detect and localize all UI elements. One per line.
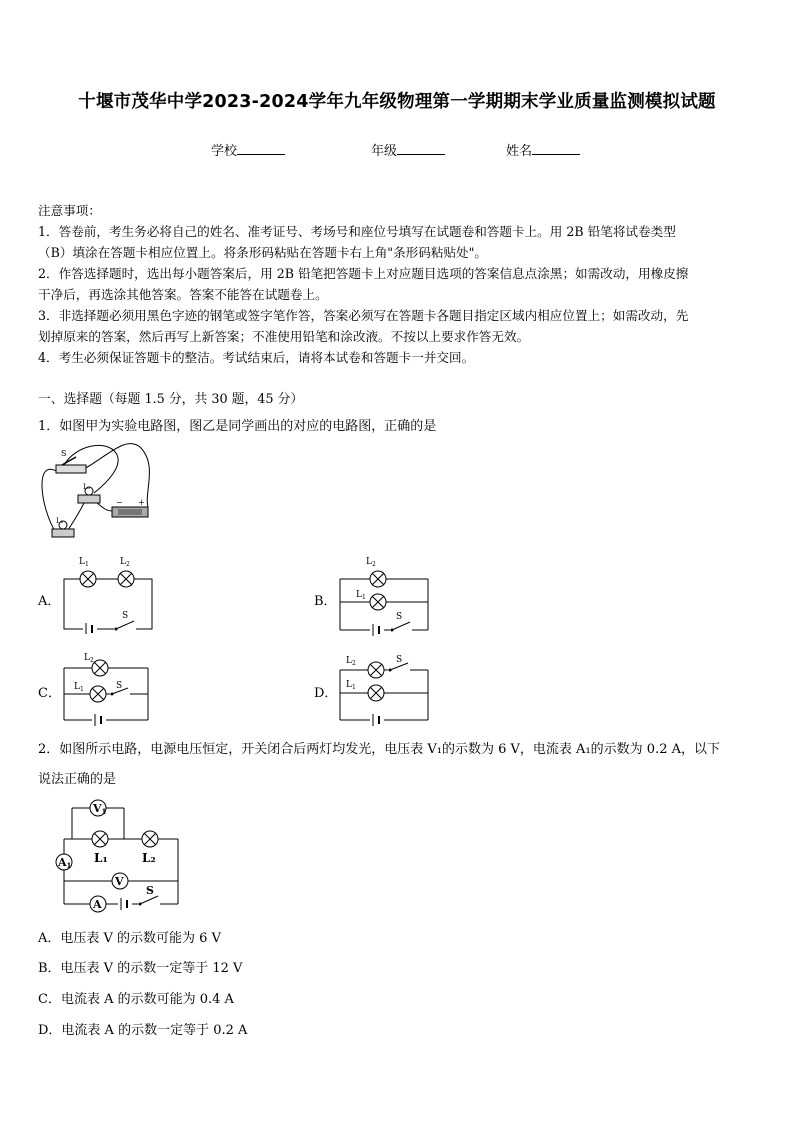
svg-text:L₂: L₂ [142,851,156,865]
name-field: 姓名 [506,140,580,159]
switch-label: S [61,449,67,458]
svg-text:S: S [146,884,154,897]
svg-text:L₁: L₁ [94,851,108,865]
svg-text:L1: $L_1$ [74,682,84,693]
bulb2-base [52,529,74,537]
q1-option-d: D． [314,686,338,701]
note-2a: 2．作答选择题时，选出每小题答案后，用 2B 铅笔把答题卡上对应题目选项的答案信息点涂黑；如需改动，用橡皮擦 [38,266,689,281]
q1-circuit-b [334,552,434,636]
q1-option-a: A． [38,594,61,609]
note-1a: 1．答卷前，考生务必将自己的姓名、准考证号、考场号和座位号填写在试题卷和答题卡上。用 2B 铅笔将试卷类型 [38,224,676,239]
bulb1-label: L₁ [83,483,91,491]
bulb1-base [78,495,100,503]
svg-text:A: A [93,898,102,911]
bulb2-label: L₂ [56,517,64,525]
note-3b: 划掉原来的答案，然后再写上新答案；不准使用铅笔和涂改液。不按以上要求作答无效。 [38,329,530,344]
page-title: 十堰市茂华中学2023-2024学年九年级物理第一学期期末学业质量监测模拟试题 [78,92,716,112]
svg-text:−: − [116,498,123,507]
svg-text:V1: V1 [93,802,107,816]
q2-stem-line1: 2．如图所示电路，电源电压恒定，开关闭合后两灯均发光，电压表 V₁的示数为 6 V，电流表 A₁的示数为 0.2 A，以下 [38,742,720,757]
q2-option-a: A．电压表 V 的示数可能为 6 V [38,931,221,946]
section-heading: 一、选择题（每题 1.5 分，共 30 题，45 分） [38,392,304,407]
q1-option-c: C． [38,686,61,701]
svg-text:A1: A1 [58,856,72,870]
switch-base [56,465,86,473]
note-4: 4．考生必须保证答题卡的整洁。考试结束后，请将本试卷和答题卡一并交回。 [38,350,475,365]
q2-stem-line2: 说法正确的是 [38,772,117,787]
svg-text:L2: $L_2$ [366,557,376,568]
svg-text:L1: $L_1$ [79,557,89,568]
q1-option-b: B． [314,594,337,609]
svg-text:L1: $L_1$ [346,680,356,691]
q2-circuit [50,796,184,918]
q2-option-c: C．电流表 A 的示数可能为 0.4 A [38,992,234,1007]
svg-text:S: S [396,612,403,622]
school-field: 学校 [211,140,285,159]
note-3a: 3．非选择题必须用黑色字迹的钢笔或签字笔作答，答案必须写在答题卡各题目指定区域内相应位置上；如需改动，先 [38,308,689,323]
q1-stem: 1．如图甲为实验电路图，图乙是同学画出的对应的电路图，正确的是 [38,419,437,434]
q1-circuit-c [58,648,154,726]
q2-option-b: B．电压表 V 的示数一定等于 12 V [38,961,243,976]
q2-option-d: D．电流表 A 的示数一定等于 0.2 A [38,1023,248,1038]
svg-text:L2: $L_2$ [346,656,356,667]
note-2b: 干净后，再选涂其他答案。答案不能答在试题卷上。 [38,287,328,302]
svg-text:+: + [138,498,145,507]
grade-field: 年级 [371,140,445,159]
q1-circuit-d [334,648,434,726]
svg-text:V: V [115,875,124,888]
note-1b: （B）填涂在答题卡相应位置上。将条形码粘贴在答题卡右上角"条形码粘贴处"。 [38,245,488,260]
notes-heading: 注意事项： [38,203,101,218]
q1-circuit-a [58,552,158,634]
svg-text:S: S [116,681,123,691]
svg-text:L1: $L_1$ [356,590,366,601]
q1-physical-circuit [36,437,158,543]
svg-text:L2: $L_2$ [84,653,94,664]
svg-text:S: S [396,655,403,665]
svg-text:S: S [122,611,129,621]
svg-text:L2: $L_2$ [120,557,130,568]
